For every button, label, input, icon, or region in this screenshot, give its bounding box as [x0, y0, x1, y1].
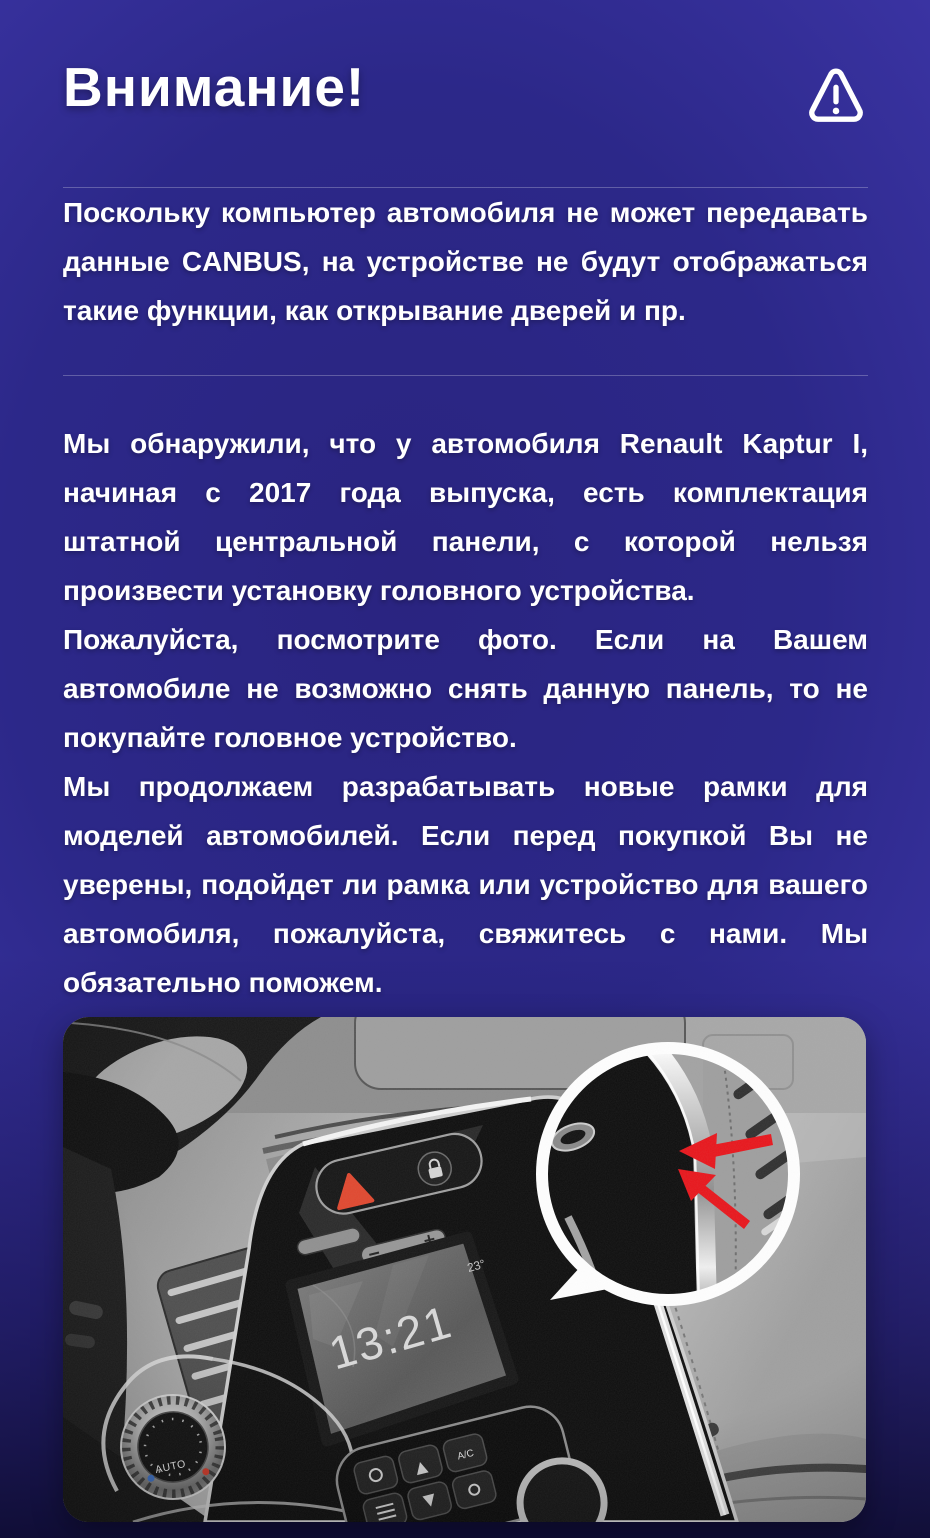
photo-vignette	[63, 1017, 866, 1522]
paragraph: Мы обнаружили, что у автомобиля Renault Kaptur I, начиная с 2017 года выпуска, есть комплектация штатной центральной панели, с которой нельзя произвести установку головного устройства.	[63, 428, 868, 606]
dashboard-photo	[63, 1017, 866, 1522]
header	[63, 0, 868, 129]
paragraph: Пожалуйста, посмотрите фото. Если на Вашем автомобиле не возможно снять данную панель, то не покупайте головное устройство.	[63, 624, 868, 753]
text-block	[63, 419, 868, 1007]
paragraph: Мы продолжаем разрабатывать новые рамки для моделей автомобилей. Если перед покупкой Вы не уверены, подойдет ли рамка или устройство для вашего автомобиля, пожалуйста, свяжитесь с нами. Мы обязательно поможем.	[63, 771, 868, 998]
divider	[63, 375, 868, 376]
page-title: Внимание!	[63, 56, 366, 118]
paragraph: Поскольку компьютер автомобиля не может передавать данные CANBUS, на устройстве не будут отображаться такие функции, как открывание дверей и пр.	[63, 197, 868, 326]
warning-triangle-icon	[806, 66, 866, 129]
